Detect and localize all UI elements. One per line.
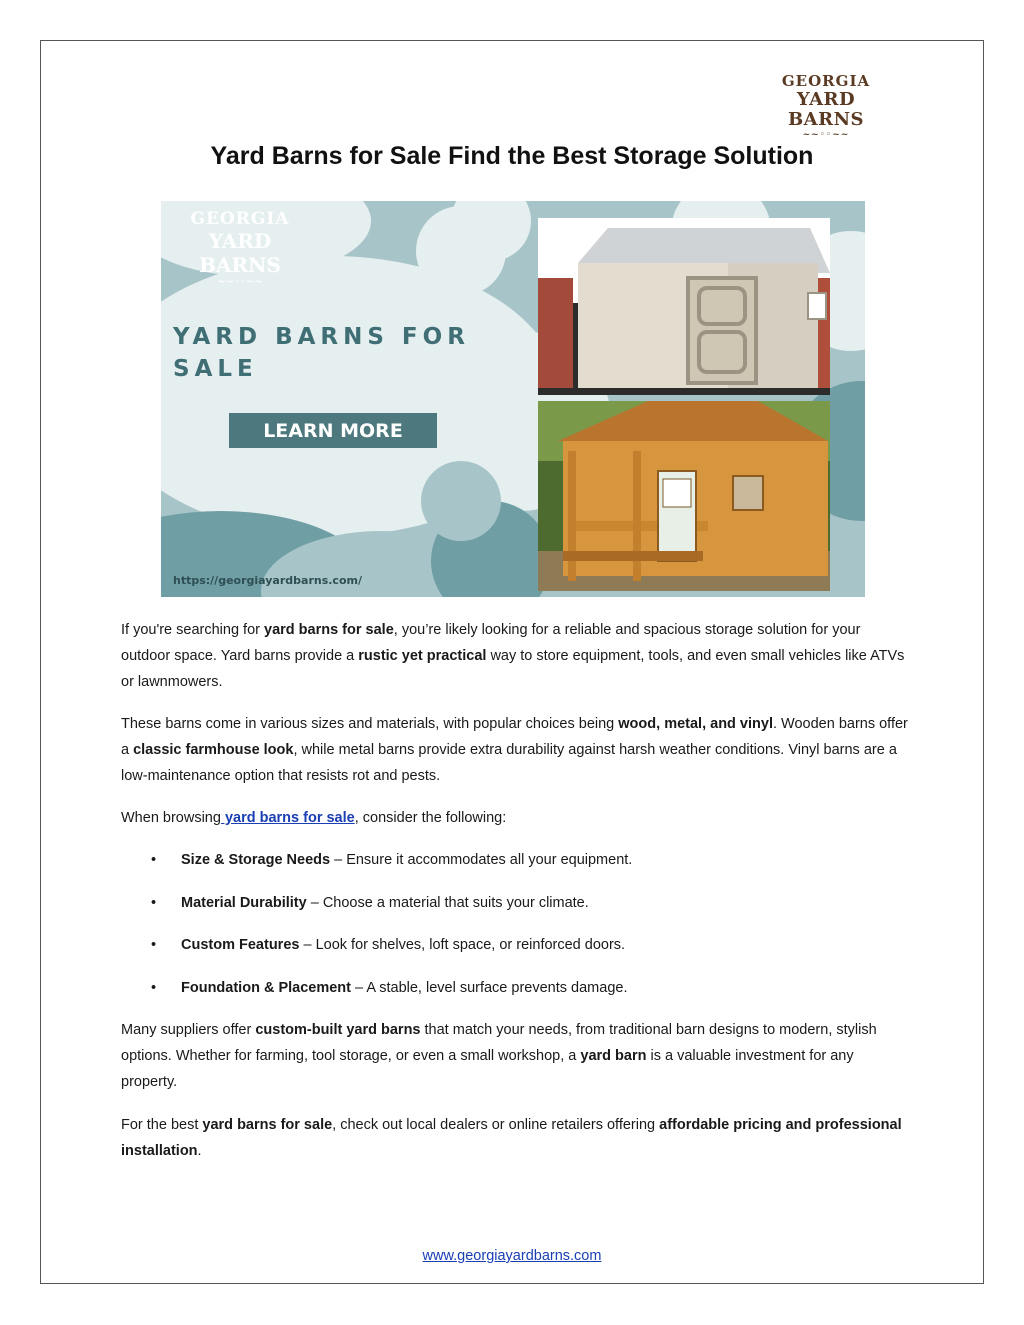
yard-barns-for-sale-link[interactable]: yard barns for sale: [220, 810, 355, 826]
list-item-bold: Material Durability: [181, 894, 307, 911]
p4-text2: that match your needs, from traditional barn designs to modern, stylish options. Whether for farming, tool storage, or even a small workshop, a: [121, 1022, 877, 1064]
p1-bold2: rustic yet practical: [358, 648, 487, 664]
p5-text3: .: [197, 1143, 202, 1159]
footer-website-link[interactable]: www.georgiayardbarns.com: [422, 1248, 602, 1264]
closing-paragraph: [121, 1112, 911, 1164]
bullet-icon: •: [151, 979, 157, 996]
p3-text2: , consider the following:: [354, 810, 507, 826]
list-item: [121, 976, 911, 1019]
bullet-icon: •: [151, 852, 157, 868]
banner-url: https://georgiayardbarns.com/: [173, 574, 362, 587]
page-title: Yard Barns for Sale Find the Best Storage Solution: [210, 142, 814, 170]
banner-logo-line1: GEORGIA: [190, 209, 290, 229]
promo-banner[interactable]: [161, 201, 865, 597]
cabin-photo: [538, 401, 830, 591]
p4-bold2: yard barn: [580, 1048, 647, 1064]
p5-bold2: affordable pricing and professional installation: [121, 1117, 902, 1159]
p4-text1: Many suppliers offer: [121, 1022, 256, 1038]
shed-photo: [538, 218, 830, 395]
p3-text1: When browsing: [121, 810, 221, 826]
georgia-yard-barns-logo[interactable]: [770, 72, 882, 140]
intro-paragraph: [121, 617, 911, 695]
p4-text3: is a valuable investment for any property.: [121, 1048, 854, 1090]
p1-text3: way to store equipment, tools, and even small vehicles like ATVs or lawnmowers.: [121, 648, 905, 690]
suppliers-paragraph: [121, 1017, 911, 1095]
browsing-paragraph: [121, 805, 911, 831]
p5-text2: , check out local dealers or online retailers offering: [332, 1117, 660, 1133]
p5-text1: For the best: [121, 1117, 203, 1133]
logo-line2: YARD BARNS: [787, 89, 865, 130]
p4-bold1: custom-built yard barns: [255, 1022, 421, 1038]
list-item-bold: Foundation & Placement: [181, 979, 351, 996]
materials-paragraph: [121, 711, 911, 789]
banner-logo: [171, 209, 309, 289]
list-item-bold: Custom Features: [181, 937, 300, 953]
banner-logo-flourish: ~~◦◦~~: [217, 277, 263, 288]
p2-bold2: classic farmhouse look: [133, 742, 294, 758]
p2-bold1: wood, metal, and vinyl: [618, 716, 773, 732]
p2-text2: . Wooden barns offer a: [121, 716, 908, 758]
bullet-icon: •: [151, 894, 157, 911]
logo-flourish: ~~◦◦~~: [802, 130, 850, 140]
p1-text2: , you’re likely looking for a reliable and spacious storage solution for your outdoor space. Yard barns provide a: [121, 622, 861, 664]
list-item-bold: Size & Storage Needs: [181, 852, 331, 868]
list-item-text: – Look for shelves, loft space, or reinforced doors.: [299, 937, 626, 953]
list-item-text: – Choose a material that suits your climate.: [306, 894, 589, 911]
p1-bold1: yard barns for sale: [264, 622, 394, 638]
list-item: [121, 848, 911, 891]
list-item-text: – Ensure it accommodates all your equipment.: [330, 852, 633, 868]
banner-logo-line2: YARD BARNS: [199, 229, 281, 277]
bullet-icon: •: [151, 937, 157, 953]
considerations-list: [121, 848, 911, 1018]
p5-bold1: yard barns for sale: [202, 1117, 333, 1133]
list-item: [121, 933, 911, 976]
learn-more-button[interactable]: LEARN MORE: [229, 413, 437, 448]
p2-text1: These barns come in various sizes and materials, with popular choices being: [121, 716, 619, 732]
banner-headline: YARD BARNS FOR SALE: [173, 324, 470, 382]
list-item-text: – A stable, level surface prevents damage.: [351, 979, 628, 996]
logo-line1: GEORGIA: [781, 72, 871, 90]
list-item: [121, 891, 911, 934]
p1-text1: If you're searching for: [121, 622, 265, 638]
p2-text3: , while metal barns provide extra durability against harsh weather conditions. Vinyl barns are a low-maintenance option that resists rot and pests.: [121, 742, 897, 784]
